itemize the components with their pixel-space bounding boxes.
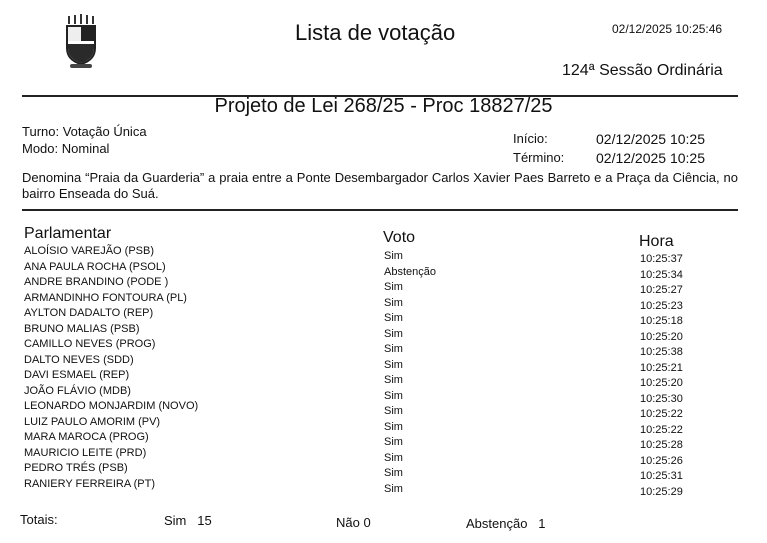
vote-value: Sim	[384, 405, 403, 417]
session-name: 124ª Sessão Ordinária	[562, 62, 723, 79]
turno-label: Turno:	[22, 124, 60, 139]
vote-value: Sim	[384, 296, 403, 309]
header-hora: Hora	[639, 233, 674, 250]
inicio-label: Início:	[513, 131, 548, 146]
vote-time: 10:25:22	[640, 423, 683, 436]
totals-abstencao	[466, 516, 546, 531]
vote-time: 10:25:20	[640, 377, 683, 389]
vote-value: Sim	[384, 482, 403, 495]
coat-of-arms-logo	[58, 14, 104, 75]
coat-of-arms-icon	[58, 14, 104, 70]
vote-time: 10:25:30	[640, 392, 683, 405]
parlamentar-name: DAVI ESMAEL (REP)	[24, 369, 130, 381]
vote-time: 10:25:38	[640, 346, 683, 358]
modo-value: Nominal	[61, 141, 110, 156]
time-list	[640, 252, 683, 500]
vote-time: 10:25:27	[640, 284, 683, 296]
abstencao-value: 1	[538, 516, 546, 531]
nao-value: 0	[363, 515, 371, 530]
parlamentar-list	[24, 244, 198, 492]
vote-time: 10:25:23	[640, 299, 683, 312]
modo-label: Modo:	[22, 141, 59, 156]
vote-value: Sim	[384, 436, 403, 448]
project-description: Denomina “Praia da Guarderia” a praia entre a Ponte Desembargador Carlos Xavier Paes Barreto e a Praça da Ciência, no bairro Enseada do Suá.	[22, 170, 738, 201]
parlamentar-name: ARMANDINHO FONTOURA (PL)	[24, 291, 187, 304]
termino-label: Término:	[513, 150, 565, 165]
printed-timestamp: 02/12/2025 10:25:46	[612, 22, 723, 36]
vote-time: 10:25:34	[640, 268, 683, 281]
parlamentar-name: CAMILLO NEVES (PROG)	[24, 338, 156, 350]
vote-value: Sim	[384, 374, 403, 386]
vote-value: Sim	[384, 420, 403, 433]
abstencao-label: Abstenção	[466, 516, 528, 531]
vote-value: Sim	[384, 281, 403, 293]
vote-value: Sim	[384, 312, 403, 324]
parlamentar-name: DALTO NEVES (SDD)	[24, 353, 134, 366]
parlamentar-name: MAURICIO LEITE (PRD)	[24, 446, 147, 459]
parlamentar-name: JOÃO FLÁVIO (MDB)	[24, 384, 131, 397]
vote-value: Sim	[384, 467, 403, 479]
modo	[22, 141, 109, 156]
parlamentar-name: LEONARDO MONJARDIM (NOVO)	[24, 400, 199, 412]
turno	[22, 124, 147, 139]
vote-time: 10:25:22	[640, 408, 683, 420]
parlamentar-name: ANDRE BRANDINO (PODE )	[24, 276, 169, 288]
sim-label: Sim	[164, 513, 187, 528]
vote-time: 10:25:20	[640, 330, 683, 343]
totals-nao	[336, 515, 371, 530]
vote-time: 10:25:29	[640, 485, 683, 498]
vote-time: 10:25:21	[640, 361, 683, 374]
sim-value: 15	[197, 513, 212, 528]
parlamentar-name: MARA MAROCA (PROG)	[24, 431, 149, 443]
vote-time: 10:25:37	[640, 253, 683, 265]
vote-list	[384, 249, 436, 497]
inicio-value: 02/12/2025 10:25	[596, 131, 705, 147]
vote-time: 10:25:31	[640, 470, 683, 482]
parlamentar-name: AYLTON DADALTO (REP)	[24, 307, 154, 319]
vote-value: Sim	[384, 250, 403, 262]
vote-time: 10:25:28	[640, 439, 683, 451]
parlamentar-name: PEDRO TRÉS (PSB)	[24, 462, 128, 474]
vote-value: Sim	[384, 358, 403, 371]
vote-value: Abstenção	[384, 265, 436, 278]
header-voto: Voto	[383, 229, 416, 246]
totals-sim	[164, 513, 212, 528]
vote-time: 10:25:26	[640, 454, 683, 467]
vote-value: Sim	[384, 451, 403, 464]
vote-value: Sim	[384, 327, 403, 340]
page-title: Lista de votação	[295, 20, 456, 45]
parlamentar-name: BRUNO MALIAS (PSB)	[24, 322, 140, 335]
vote-value: Sim	[384, 343, 403, 355]
parlamentar-name: LUIZ PAULO AMORIM (PV)	[24, 415, 161, 428]
header-parlamentar: Parlamentar	[24, 225, 112, 242]
vote-time: 10:25:18	[640, 315, 683, 327]
totals-label: Totais:	[20, 512, 58, 527]
parlamentar-name: RANIERY FERREIRA (PT)	[24, 477, 156, 490]
vote-value: Sim	[384, 389, 403, 402]
divider	[22, 209, 738, 211]
parlamentar-name: ALOÍSIO VAREJÃO (PSB)	[24, 245, 154, 257]
termino-value: 02/12/2025 10:25	[596, 150, 705, 166]
project-title: Projeto de Lei 268/25 - Proc 18827/25	[214, 95, 553, 117]
parlamentar-name: ANA PAULA ROCHA (PSOL)	[24, 260, 166, 273]
nao-label: Não	[336, 515, 360, 530]
turno-value: Votação Única	[62, 124, 147, 139]
